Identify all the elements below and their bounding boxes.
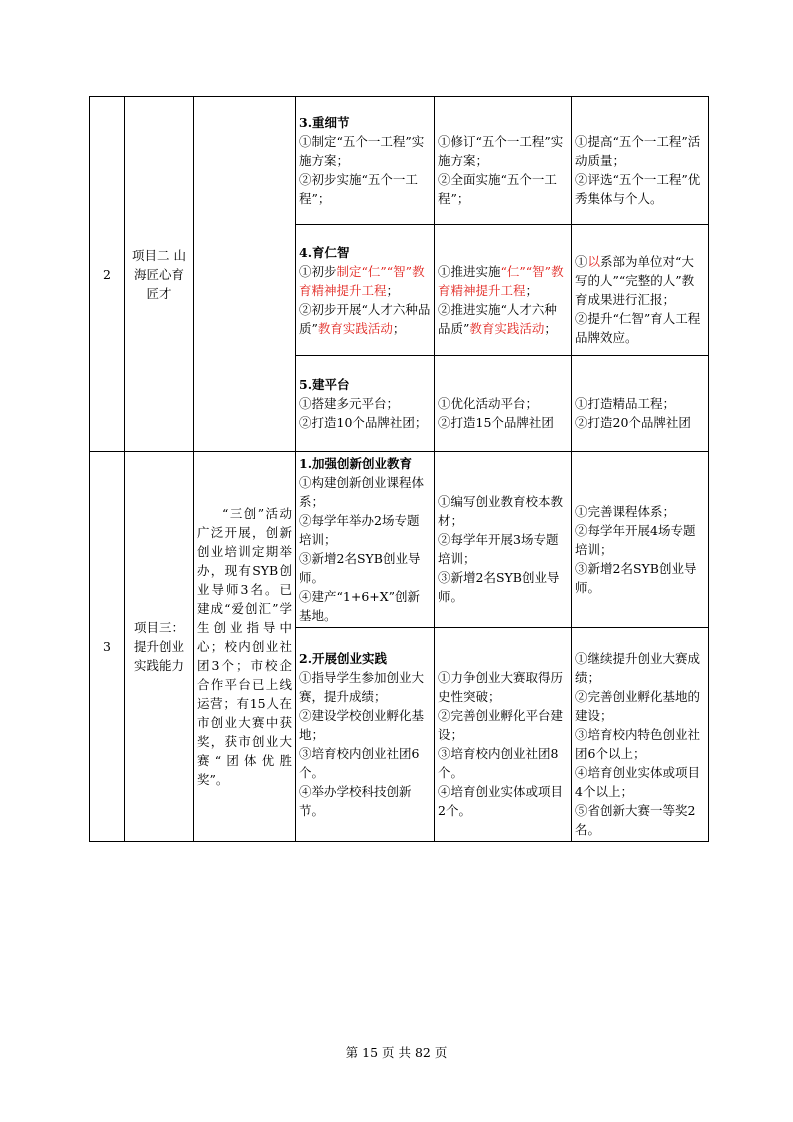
task-line: [575, 413, 705, 432]
text-segment: ②全面实施“五个一工程”；: [438, 172, 557, 206]
task-line: [575, 252, 705, 309]
text-segment: ③培育校内特色创业社团6个以上；: [575, 727, 701, 761]
text-segment: ②每学年举办2场专题培训；: [299, 513, 420, 547]
current-status: [194, 97, 296, 452]
task-line: [438, 262, 568, 300]
task-line: [299, 132, 431, 170]
task-line: [299, 744, 431, 782]
title-spacer: [438, 473, 568, 492]
phase-cell: [435, 225, 572, 356]
highlighted-text: 以: [587, 254, 601, 269]
task-line: [438, 394, 568, 413]
phase-cell: [296, 356, 435, 452]
task-line: [438, 530, 568, 568]
plan-table: [89, 96, 709, 842]
phase-cell: [435, 628, 572, 842]
text-segment: ；: [525, 282, 539, 298]
text-segment: ④培育创业实体或项目2个。: [438, 784, 564, 818]
text-segment: ①力争创业大赛取得历史性突破；: [438, 670, 564, 704]
text-segment: ①修订“五个一工程”实施方案；: [438, 134, 564, 168]
title-spacer: [575, 483, 705, 502]
task-line: [299, 473, 431, 511]
phase-cell: [435, 452, 572, 628]
phase-cell: [572, 225, 709, 356]
phase-cell: [572, 628, 709, 842]
highlighted-text: 制定“仁”“智”教育精神提升工程: [299, 263, 425, 298]
task-line: [299, 549, 431, 587]
page-footer: 第 15 页 共 82 页: [345, 1045, 448, 1060]
task-line: [575, 521, 705, 559]
row-number: 2: [90, 97, 125, 452]
text-segment: ①完善课程体系；: [575, 503, 676, 519]
phase-cell: [435, 97, 572, 225]
text-segment: ①继续提升创业大赛成绩；: [575, 651, 701, 685]
text-segment: ④举办学校科技创新节。: [299, 784, 412, 818]
text-segment: ②打造15个品牌社团: [438, 415, 554, 430]
task-title: 5.建平台: [299, 377, 350, 392]
title-spacer: [438, 649, 568, 668]
task-line: [299, 300, 431, 338]
task-line: [575, 394, 705, 413]
task-line: [575, 763, 705, 801]
title-spacer: [438, 113, 568, 132]
row-number: 3: [90, 452, 125, 842]
text-segment: ①打造精品工程；: [575, 396, 676, 411]
task-line: [438, 492, 568, 530]
text-segment: ④建产“1+6+X”创新基地。: [299, 589, 421, 623]
phase-cell: [296, 452, 435, 628]
task-line: [438, 170, 568, 208]
text-segment: ②评选“五个一工程”优秀集体与个人。: [575, 172, 701, 206]
task-line: [575, 687, 705, 725]
task-line: [438, 744, 568, 782]
text-segment: ②完善创业孵化基地的建设；: [575, 689, 701, 723]
text-segment: ①推进实施: [438, 263, 501, 279]
title-spacer: [438, 243, 568, 262]
highlighted-text: 教育实践活动: [317, 320, 393, 336]
text-segment: ②完善创业孵化平台建设；: [438, 708, 564, 742]
task-line: [299, 587, 431, 625]
text-segment: ④培育创业实体或项目4个以上；: [575, 765, 701, 799]
phase-cell: [572, 356, 709, 452]
title-spacer: [575, 630, 705, 649]
task-line: [575, 170, 705, 208]
title-spacer: [575, 113, 705, 132]
current-status: “三创”活动广泛开展，创新创业培训定期举办，现有SYB创业导师3名。已建成“爱创汇”学生创业指导中心；校内创业社团3个；市校企合作平台已上线运营；有15人在市创业大赛中获奖，获市创业大赛“团体优胜奖”。: [194, 452, 296, 842]
title-spacer: [575, 375, 705, 394]
task-line: [575, 725, 705, 763]
task-line: [299, 668, 431, 706]
text-segment: ；: [386, 282, 400, 298]
task-title: 4.育仁智: [299, 244, 350, 260]
text-segment: ③培育校内创业社团6个。: [299, 746, 420, 780]
phase-cell: [435, 356, 572, 452]
text-segment: ；: [544, 320, 557, 336]
task-line: [438, 132, 568, 170]
task-title: 2.开展创业实践: [299, 651, 388, 666]
text-segment: ③培育校内创业社团8个。: [438, 746, 559, 780]
text-segment: ②建设学校创业孵化基地；: [299, 708, 425, 742]
task-line: [438, 668, 568, 706]
title-spacer: [575, 233, 705, 252]
phase-cell: [296, 628, 435, 842]
text-segment: ⑤省创新大赛一等奖2名。: [575, 803, 696, 837]
task-line: [438, 413, 568, 432]
text-segment: ①优化活动平台；: [438, 396, 539, 411]
task-line: [299, 170, 431, 208]
task-title: 3.重细节: [299, 115, 350, 130]
text-segment: ③新增2名SYB创业导师。: [575, 560, 697, 595]
text-segment: ①构建创新创业课程体系；: [299, 475, 425, 509]
task-line: [438, 706, 568, 744]
project-name: 项目二 山海匠心育匠才: [125, 97, 194, 452]
text-segment: ①制定“五个一工程”实施方案；: [299, 134, 425, 168]
task-line: [575, 649, 705, 687]
text-segment: ；: [392, 320, 406, 336]
phase-cell: [296, 225, 435, 356]
text-segment: ②打造10个品牌社团；: [299, 415, 428, 430]
task-line: [438, 300, 568, 338]
text-segment: ②提升“仁智”育人工程品牌效应。: [575, 311, 701, 345]
task-line: [575, 559, 705, 597]
text-segment: ②每学年开展3场专题培训；: [438, 532, 559, 566]
text-segment: ②每学年开展4场专题培训；: [575, 522, 696, 557]
text-segment: ②推进实施“人才六种品质”: [438, 301, 557, 336]
task-line: [438, 568, 568, 606]
highlighted-text: “仁”“智”教育精神提升工程: [438, 263, 564, 298]
highlighted-text: 教育实践活动: [469, 320, 545, 336]
project-name: 项目三：提升创业实践能力: [125, 452, 194, 842]
phase-cell: [572, 97, 709, 225]
title-spacer: [438, 375, 568, 394]
text-segment: ①初步: [299, 263, 337, 279]
text-segment: ②初步开展“人才六种品质”: [299, 301, 431, 336]
text-segment: ①编写创业教育校本教材；: [438, 494, 564, 528]
task-line: [575, 132, 705, 170]
table-row: [90, 97, 709, 225]
task-line: [438, 782, 568, 820]
phase-cell: [296, 97, 435, 225]
task-line: [299, 782, 431, 820]
text-segment: ①指导学生参加创业大赛，提升成绩；: [299, 670, 425, 704]
task-line: [299, 262, 431, 300]
task-line: [299, 706, 431, 744]
task-line: [575, 801, 705, 839]
task-line: [299, 413, 431, 432]
text-segment: 系部为单位对“大写的人”“完整的人”教育成果进行汇报；: [575, 254, 695, 307]
text-segment: ②打造20个品牌社团: [575, 415, 691, 430]
text-segment: ②初步实施“五个一工程”；: [299, 172, 418, 206]
task-line: [299, 394, 431, 413]
phase-cell: [572, 452, 709, 628]
task-line: [299, 511, 431, 549]
task-line: [575, 309, 705, 347]
task-line: [575, 502, 705, 521]
table-row: [90, 452, 709, 628]
text-segment: ①提高“五个一工程”活动质量；: [575, 134, 701, 168]
text-segment: ①: [575, 254, 588, 269]
text-segment: ③新增2名SYB创业导师。: [438, 570, 560, 604]
text-segment: ①搭建多元平台；: [299, 396, 400, 411]
task-title: 1.加强创新创业教育: [299, 456, 413, 471]
text-segment: ③新增2名SYB创业导师。: [299, 551, 421, 585]
